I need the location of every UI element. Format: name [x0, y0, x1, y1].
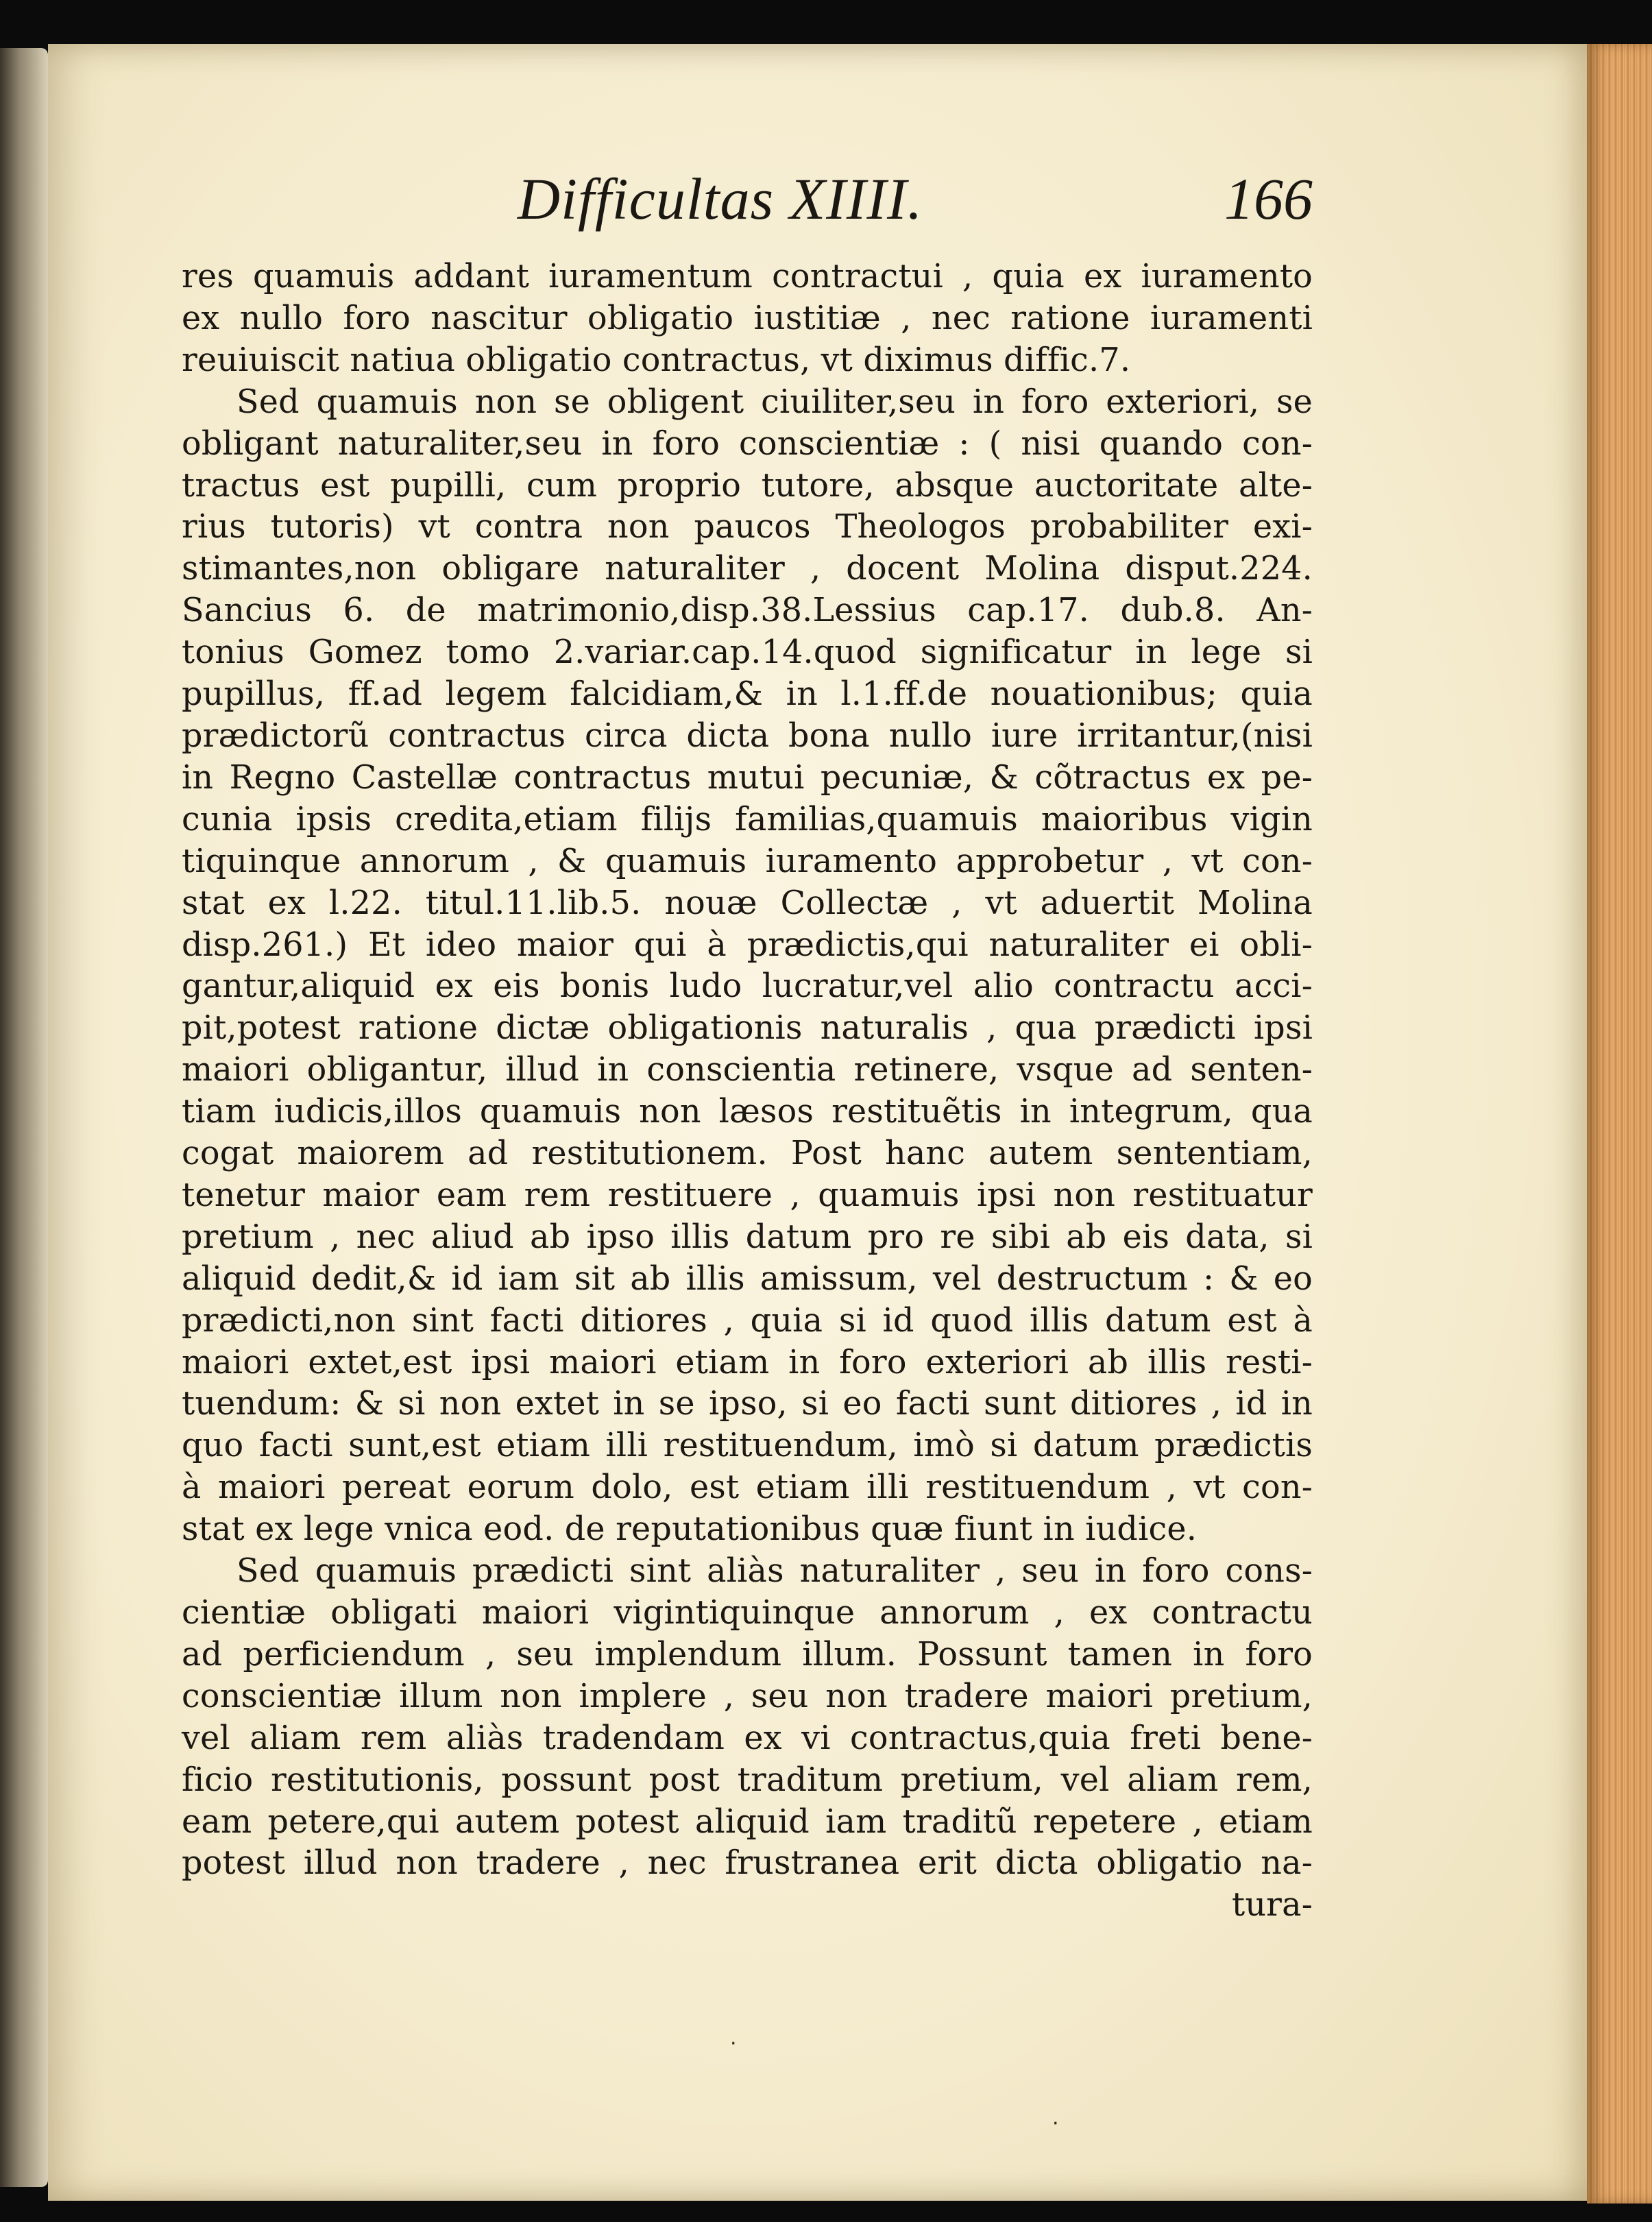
text-line: ad perficiendum , seu implendum illum. Possunt tamen in foro	[182, 1635, 1313, 1674]
body-text	[182, 256, 1313, 1885]
text-line: ex nullo foro nascitur obligatio iustitiæ , nec ratione iuramenti	[182, 299, 1313, 337]
text-line: cientiæ obligati maiori vigintiquinque annorum , ex contractu	[182, 1594, 1313, 1632]
text-line: cunia ipsis credita,etiam filijs familias,quamuis maioribus vigin	[182, 800, 1313, 838]
text-line: in Regno Castellæ contractus mutui pecuniæ, & cõtractus ex pe-	[182, 758, 1313, 797]
text-line: prædicti,non sint facti ditiores , quia si id quod illis datum est à	[182, 1301, 1313, 1340]
text-line: reuiuiscit natiua obligatio contractus, vt diximus diffic.7.	[182, 341, 1131, 379]
text-line: tonius Gomez tomo 2.variar.cap.14.quod significatur in lege si	[182, 633, 1313, 672]
text-line: Sancius 6. de matrimonio,disp.38.Lessius cap.17. dub.8. An-	[182, 592, 1313, 630]
text-line: stimantes,non obligare naturaliter , docent Molina disput.224.	[182, 550, 1313, 588]
text-line: conscientiæ illum non implere , seu non tradere maiori pretium,	[182, 1677, 1313, 1715]
text-line: maiori extet,est ipsi maiori etiam in foro exteriori ab illis resti-	[182, 1343, 1313, 1381]
text-line: tenetur maior eam rem restituere , quamuis ipsi non restituatur	[182, 1176, 1313, 1214]
ink-speck: .	[730, 2026, 737, 2050]
text-line: tiam iudicis,illos quamuis non læsos restituẽtis in integrum, qua	[182, 1093, 1313, 1131]
text-line: ficio restitutionis, possunt post traditum pretium, vel aliam rem,	[182, 1761, 1313, 1799]
fore-edge-pages	[1587, 44, 1652, 2203]
text-line: Sed quamuis prædicti sint aliàs naturaliter , seu in foro cons-	[236, 1552, 1313, 1591]
text-line: quo facti sunt,est etiam illi restituendum, imò si datum prædictis	[182, 1427, 1313, 1465]
text-line: pupillus, ff.ad legem falcidiam,& in l.1.ff.de nouationibus; quia	[182, 675, 1313, 714]
page-text-block	[182, 165, 1313, 1927]
text-line: res quamuis addant iuramentum contractui , quia ex iuramento	[182, 258, 1313, 295]
text-line: rius tutoris) vt contra non paucos Theologos probabiliter exi-	[182, 508, 1313, 546]
text-line: obligant naturaliter,seu in foro conscientiæ : ( nisi quando con-	[182, 424, 1313, 463]
previous-page-edge	[0, 48, 48, 2187]
text-line: pit,potest ratione dictæ obligationis naturalis , qua prædicti ipsi	[182, 1009, 1313, 1048]
text-line: disp.261.) Et ideo maior qui à prædictis,qui naturaliter ei obli-	[182, 926, 1313, 964]
text-line: eam petere,qui autem potest aliquid iam traditũ repetere , etiam	[182, 1802, 1313, 1841]
text-line: pretium , nec aliud ab ipso illis datum pro re sibi ab eis data, si	[182, 1218, 1313, 1256]
text-line: stat ex l.22. titul.11.lib.5. nouæ Collectæ , vt aduertit Molina	[182, 884, 1313, 922]
page-header	[182, 165, 1313, 240]
running-head: Difficultas XIIII.	[518, 166, 923, 232]
ink-speck: ·	[1052, 2112, 1059, 2136]
text-line: tiquinque annorum , & quamuis iuramento approbetur , vt con-	[182, 842, 1313, 880]
text-line: tuendum: & si non extet in se ipso, si eo facti sunt ditiores , id in	[182, 1385, 1313, 1423]
text-line: prædictorũ contractus circa dicta bona nullo iure irritantur,(nisi	[182, 716, 1313, 755]
text-line: Sed quamuis non se obligent ciuiliter,seu in foro exteriori, se	[236, 383, 1313, 421]
text-line: maiori obligantur, illud in conscientia retinere, vsque ad senten-	[182, 1051, 1313, 1089]
page-number: 166	[1224, 166, 1313, 232]
text-line: tractus est pupilli, cum proprio tutore, absque auctoritate alte-	[182, 466, 1313, 505]
text-line: vel aliam rem aliàs tradendam ex vi contractus,quia freti bene-	[182, 1719, 1313, 1757]
catchword: tura-	[1232, 1886, 1313, 1924]
text-line: à maiori pereat eorum dolo, est etiam illi restituendum , vt con-	[182, 1469, 1313, 1507]
text-line: aliquid dedit,& id iam sit ab illis amissum, vel destructum : & eo	[182, 1259, 1313, 1298]
text-line: cogat maiorem ad restitutionem. Post hanc autem sententiam,	[182, 1135, 1313, 1173]
text-line: gantur,aliquid ex eis bonis ludo lucratur,vel alio contractu acci-	[182, 967, 1313, 1006]
text-line: potest illud non tradere , nec frustranea erit dicta obligatio na-	[182, 1844, 1313, 1883]
text-line: stat ex lege vnica eod. de reputationibus quæ fiunt in iudice.	[182, 1510, 1198, 1549]
